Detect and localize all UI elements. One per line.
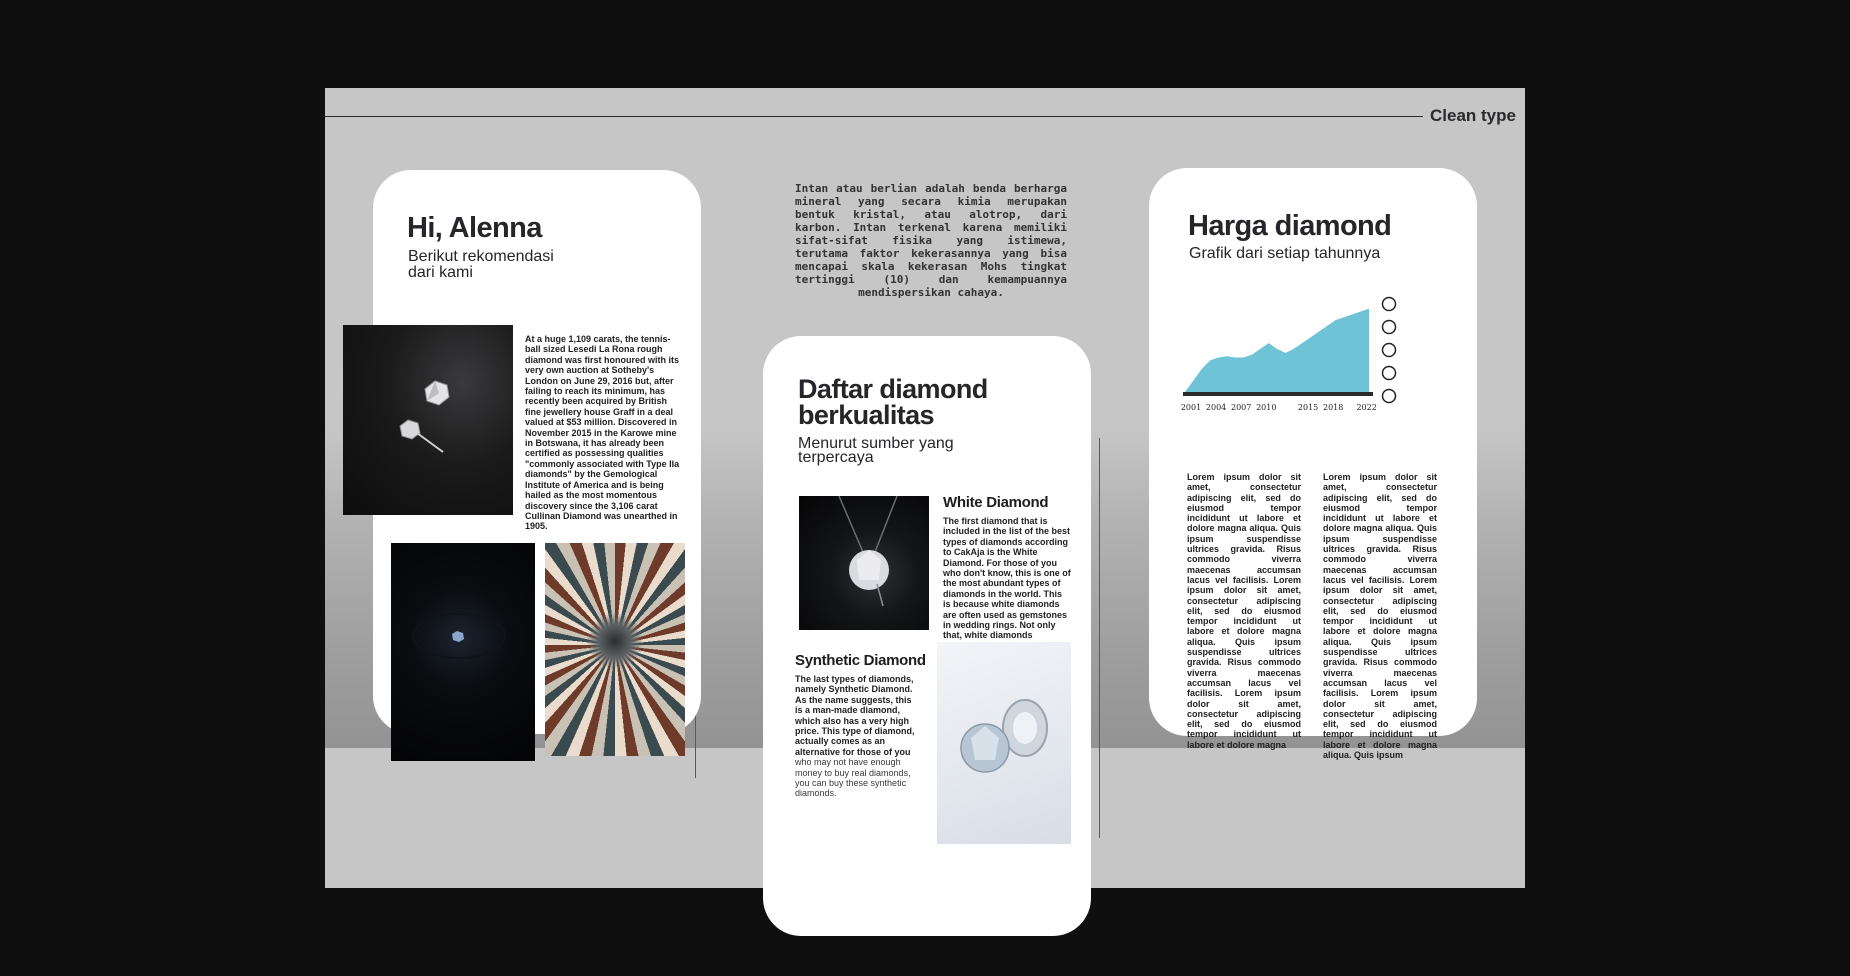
- x-tick-label: 2015: [1297, 403, 1319, 412]
- white-diamond-icon: [799, 496, 929, 630]
- divider-line: [1099, 438, 1100, 838]
- small-diamond-icon: [391, 543, 535, 761]
- card-title-line1: Daftar diamond: [798, 374, 988, 404]
- synthetic-diamond-text: [795, 674, 921, 799]
- synthetic-diamond-image: [937, 642, 1071, 844]
- synthetic-diamond-title: Synthetic Diamond: [795, 652, 926, 669]
- diamond-earring-icon: [343, 325, 513, 515]
- card-subtitle-line2: terpercaya: [798, 449, 874, 466]
- card-subtitle-line1: Berikut rekomendasi: [408, 248, 554, 265]
- card-title-line2: berkualitas: [798, 400, 934, 430]
- card-subtitle-line1: Menurut sumber yang: [798, 435, 954, 452]
- price-chart-card: [1149, 168, 1477, 761]
- x-tick-label: 2018: [1323, 403, 1344, 412]
- legend-marker: [1383, 298, 1396, 311]
- kaleidoscope-image: [545, 543, 685, 756]
- card-title: Hi, Alenna: [407, 212, 542, 244]
- white-diamond-title: White Diamond: [943, 494, 1049, 511]
- quality-diamond-card: [763, 336, 1091, 936]
- poster-board: [325, 88, 1525, 888]
- x-axis-line: [1183, 392, 1373, 396]
- dark-diamond-image: [391, 543, 535, 761]
- synthetic-diamond-icon: [937, 642, 1071, 844]
- earring-image: [343, 325, 513, 515]
- legend-marker: [1383, 344, 1396, 357]
- header-title: Clean type: [1430, 106, 1516, 125]
- card-subtitle: Grafik dari setiap tahunnya: [1189, 245, 1381, 262]
- x-tick-label: 2010: [1256, 403, 1277, 412]
- kaleidoscope-center: [587, 613, 643, 669]
- x-tick-label: 2022: [1356, 403, 1377, 412]
- lorem-column-left: Lorem ipsum dolor sit amet, consectetur adipiscing elit, sed do eiusmod tempor incididunt ut labore et dolore magna aliqua. Quis ipsum suspendisse ultrices gravida. Risus commodo viverra maecenas accumsan lacus vel facilisis. Lorem ipsum dolor sit amet, consectetur adipiscing elit, sed do eiusmod tempor incididunt ut labore et dolore magna aliqua. Quis ipsum suspendisse ultrices gravida. Risus commodo viverra maecenas accumsan lacus vel facilisis. Lorem ipsum dolor sit amet, consectetur adipiscing elit, sed do eiusmod tempor incididunt ut labore et dolore magna: [1187, 472, 1301, 750]
- card-title: Harga diamond: [1188, 210, 1392, 242]
- card-subtitle-line2: dari kami: [408, 264, 473, 281]
- white-diamond-text: The first diamond that is included in the list of the best types of diamonds according to CakAja is the White Diamond. For those of you who don't know, this is one of the most abundant types of diamonds in the world. This is because white diamonds are often used as gemstones in wedding rings. Not only that, white diamonds: [943, 516, 1071, 641]
- x-tick-label: 2001: [1180, 403, 1202, 412]
- white-diamond-image: [799, 496, 929, 630]
- x-tick-label: 2007: [1231, 403, 1252, 412]
- lesedi-paragraph: At a huge 1,109 carats, the tennis-ball sized Lesedi La Rona rough diamond was first honoured with its very own auction at Sotheby's London on June 29, 2016 but, after failing to reach its minimum, has recently been acquired by British fine jewellery house Graff in a deal valued at $53 million. Discovered in November 2015 in the Karowe mine in Botswana, it has already been certified as possessing qualities "commonly associated with Type IIa diamonds" by the Gemological Institute of America and is being hailed as the most momentous discovery since the 3,106 carat Cullinan Diamond was unearthed in 1905.: [525, 334, 680, 532]
- synthetic-text-bold: The last types of diamonds, namely Synthetic Diamond. As the name suggests, this is a man-made diamond, which also has a very high price. This type of diamond, actually comes as an alternative for those of you: [795, 674, 915, 757]
- diamond-price-chart: [1180, 292, 1423, 442]
- price-area-series: [1185, 309, 1369, 392]
- legend-marker: [1383, 321, 1396, 334]
- intro-paragraph: Intan atau berlian adalah benda berharga mineral yang secara kimia merupakan bentuk kristal, atau alotrop, dari karbon. Intan terkenal karena memiliki sifat-sifat fisika yang istimewa, terutama faktor kekerasannya yang bisa mencapai skala kekerasan Mohs tingkat tertinggi (10) dan kemampuannya mendispersikan cahaya.: [795, 182, 1067, 299]
- x-tick-label: 2004: [1205, 403, 1227, 412]
- header-rule: [325, 116, 1423, 117]
- legend-marker: [1383, 390, 1396, 403]
- legend-marker: [1383, 367, 1396, 380]
- synthetic-text-light: who may not have enough money to buy real diamonds, you can buy these synthetic diamonds.: [795, 757, 911, 799]
- lorem-column-right: Lorem ipsum dolor sit amet, consectetur adipiscing elit, sed do eiusmod tempor incididunt ut labore et dolore magna aliqua. Quis ipsum suspendisse ultrices gravida. Risus commodo viverra maecenas accumsan lacus vel facilisis. Lorem ipsum dolor sit amet, consectetur adipiscing elit, sed do eiusmod tempor incididunt ut labore et dolore magna aliqua. Quis ipsum suspendisse ultrices gravida. Risus commodo viverra maecenas accumsan lacus vel facilisis. Lorem ipsum dolor sit amet, consectetur adipiscing elit, sed do eiusmod tempor incididunt ut labore et dolore magna aliqua. Quis ipsum: [1323, 472, 1437, 761]
